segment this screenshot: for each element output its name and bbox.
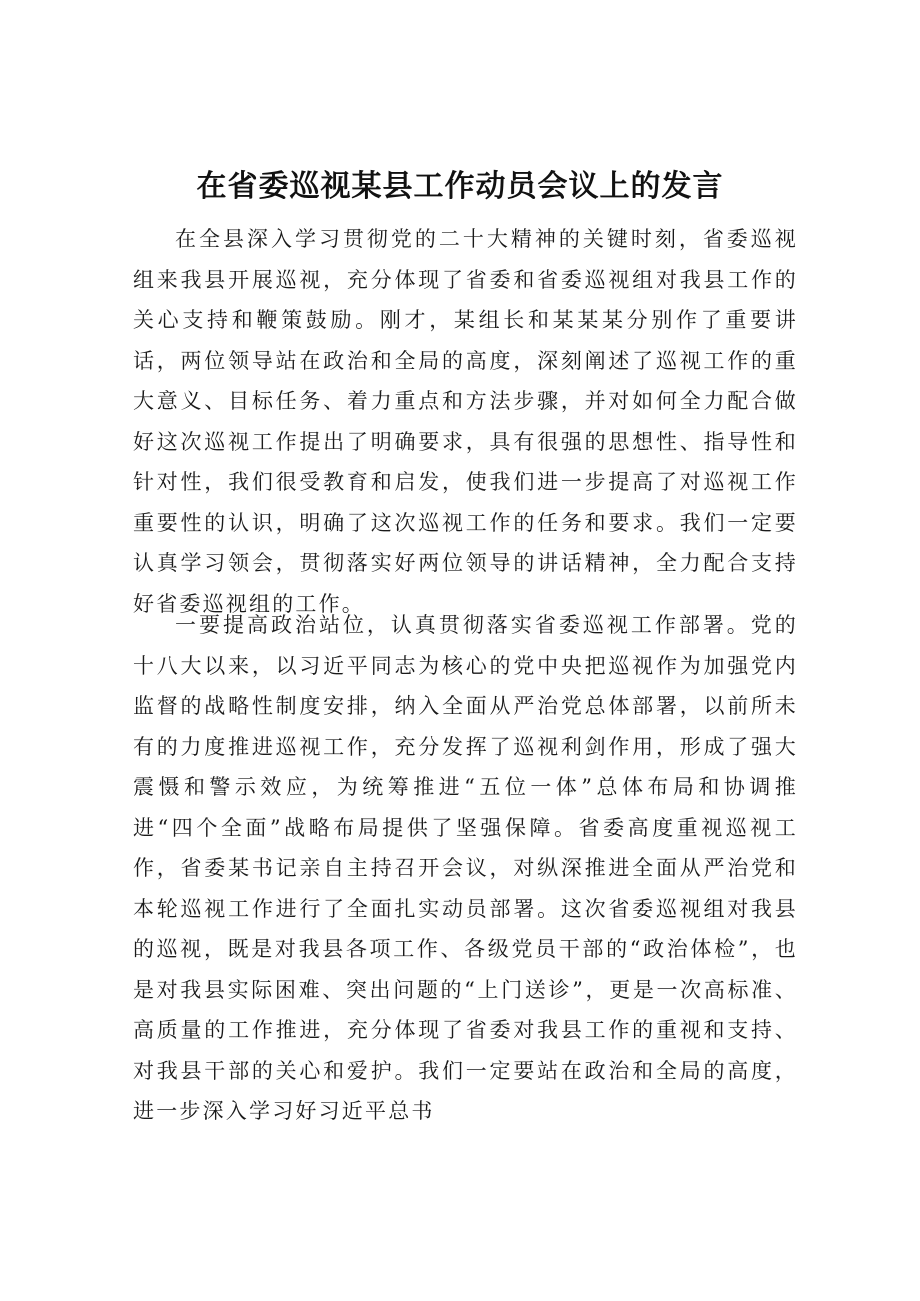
document-title: 在省委巡视某县工作动员会议上的发言 — [196, 169, 724, 204]
paragraph-2: 一要提高政治站位，认真贯彻落实省委巡视工作部署。党的十八大以来，以习近平同志为核心的党中央把巡视作为加强党内监督的战略性制度安排，纳入全面从严治党总体部署，以前所未有的力度推进巡视工作，充分发挥了巡视利剑作用，形成了强大震慑和警示效应，为统筹推进“五位一体”总体布局和协调推进“四个全面”战略布局提供了坚强保障。省委高度重视巡视工作，省委某书记亲自主持召开会议，对纵深推进全面从严治党和本轮巡视工作进行了全面扎实动员部署。这次省委巡视组对我县的巡视，既是对我县各项工作、各级党员干部的“政治体检”，也是对我县实际困难、突出问题的“上门送诊”，更是一次高标准、高质量的工作推进，充分体现了省委对我县工作的重视和支持、对我县干部的关心和爱护。我们一定要站在政治和全局的高度，进一步深入学习好习近平总书 — [133, 613, 798, 1123]
paragraph-1: 在全县深入学习贯彻党的二十大精神的关键时刻，省委巡视组来我县开展巡视，充分体现了省委和省委巡视组对我县工作的关心支持和鞭策鼓励。刚才，某组长和某某某分别作了重要讲话，两位领导站在政治和全局的高度，深刻阐述了巡视工作的重大意义、目标任务、着力重点和方法步骤，并对如何全力配合做好这次巡视工作提出了明确要求，具有很强的思想性、指导性和针对性，我们很受教育和启发，使我们进一步提高了对巡视工作重要性的认识，明确了这次巡视工作的任务和要求。我们一定要认真学习领会，贯彻落实好两位领导的讲话精神，全力配合支持好省委巡视组的工作。 — [133, 227, 798, 616]
